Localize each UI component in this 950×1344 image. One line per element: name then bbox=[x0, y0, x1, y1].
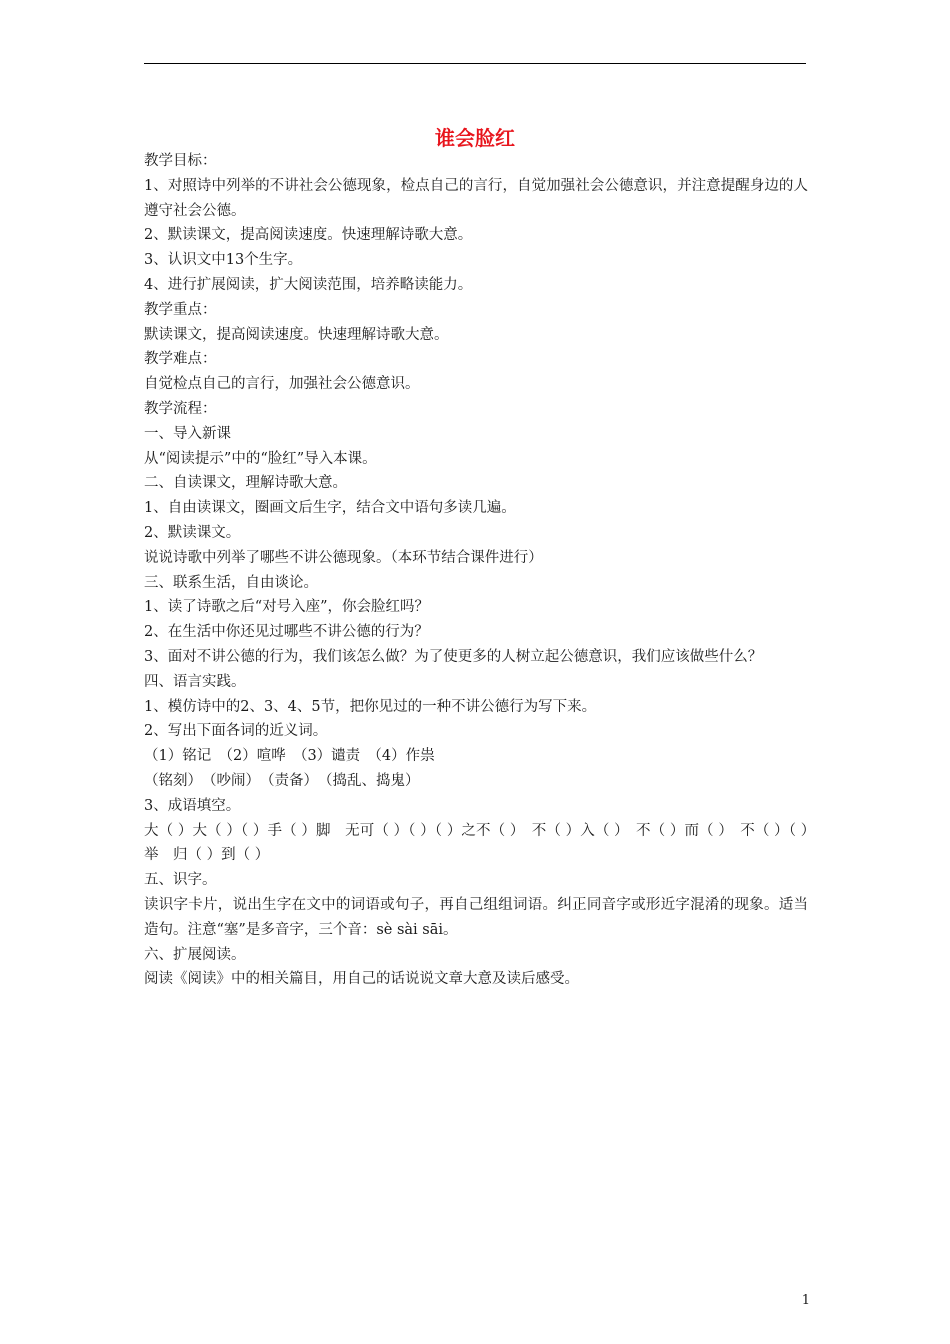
step-2-heading: 二、自读课文，理解诗歌大意。 bbox=[144, 475, 347, 492]
step-1-heading: 一、导入新课 bbox=[144, 425, 231, 442]
objective-1: 1、对照诗中列举的不讲社会公德现象，检点自己的言行，自觉加强社会公德意识，并注意提醒身边的人遵守社会公德。 bbox=[144, 177, 808, 219]
step-3-item-1: 1、读了诗歌之后“对号入座”，你会脸红吗？ bbox=[144, 599, 430, 616]
step-6-heading: 六、扩展阅读。 bbox=[144, 946, 246, 963]
page-number: 1 bbox=[801, 1293, 810, 1308]
section-heading-difficulties: 教学难点： bbox=[144, 351, 217, 368]
step-2-item-1: 1、自由读课文，圈画文后生字，结合文中语句多读几遍。 bbox=[144, 500, 516, 517]
step-4-item-2: 2、写出下面各词的近义词。 bbox=[144, 723, 328, 740]
synonym-words: （1）铭记 （2）喧哗 （3）谴责 （4）作祟 bbox=[144, 748, 435, 765]
step-3-item-2: 2、在生活中你还见过哪些不讲公德的行为？ bbox=[144, 624, 429, 641]
step-3-heading: 三、联系生活，自由谈论。 bbox=[144, 574, 318, 591]
document-title: 谁会脸红 bbox=[435, 126, 515, 150]
step-3-item-3: 3、面对不讲公德的行为，我们该怎么做？为了使更多的人树立起公德意识，我们应该做些什么？ bbox=[144, 648, 763, 665]
step-5-heading: 五、识字。 bbox=[144, 872, 217, 889]
step-4-item-1: 1、模仿诗中的2、3、4、5节，把你见过的一种不讲公德行为写下来。 bbox=[144, 698, 597, 715]
section-heading-process: 教学流程： bbox=[144, 400, 217, 417]
step-2-text: 说说诗歌中列举了哪些不讲公德现象。（本环节结合课件进行） bbox=[144, 549, 543, 566]
step-1-text: 从“阅读提示”中的“脸红”导入本课。 bbox=[144, 450, 377, 467]
synonym-answers: （铭刻） （吵闹） （责备） （捣乱、捣鬼） bbox=[144, 772, 420, 789]
document-body bbox=[144, 149, 808, 992]
section-heading-key-points: 教学重点： bbox=[144, 301, 217, 318]
step-2-item-2: 2、默读课文。 bbox=[144, 524, 241, 541]
step-6-text: 阅读《阅读》中的相关篇目，用自己的话说说文章大意及读后感受。 bbox=[144, 971, 579, 988]
section-heading-objectives: 教学目标： bbox=[144, 153, 217, 169]
difficulty-text: 自觉检点自己的言行，加强社会公德意识。 bbox=[144, 376, 420, 393]
objective-4: 4、进行扩展阅读，扩大阅读范围，培养略读能力。 bbox=[144, 276, 473, 293]
step-5-text: 读识字卡片，说出生字在文中的词语或句子，再自己组组词语。纠正同音字或形近字混淆的现象。适当造句。注意“塞”是多音字，三个音：sè sài sāi。 bbox=[144, 896, 808, 938]
objective-3: 3、认识文中13个生字。 bbox=[144, 252, 303, 269]
step-4-heading: 四、语言实践。 bbox=[144, 673, 246, 690]
header-rule bbox=[144, 63, 806, 64]
objective-2: 2、默读课文，提高阅读速度。快速理解诗歌大意。 bbox=[144, 227, 473, 244]
idiom-blanks: 大（ ）大（ ）（ ）手（ ）脚 无可（ ）（ ）（ ）之不（ ） 不（ ）入（ ） 不（ ）而（ ） 不（ ）（ ）举 归（ ）到（ ） bbox=[144, 822, 808, 864]
step-4-item-3: 3、成语填空。 bbox=[144, 797, 241, 814]
key-point-text: 默读课文，提高阅读速度。快速理解诗歌大意。 bbox=[144, 326, 449, 343]
